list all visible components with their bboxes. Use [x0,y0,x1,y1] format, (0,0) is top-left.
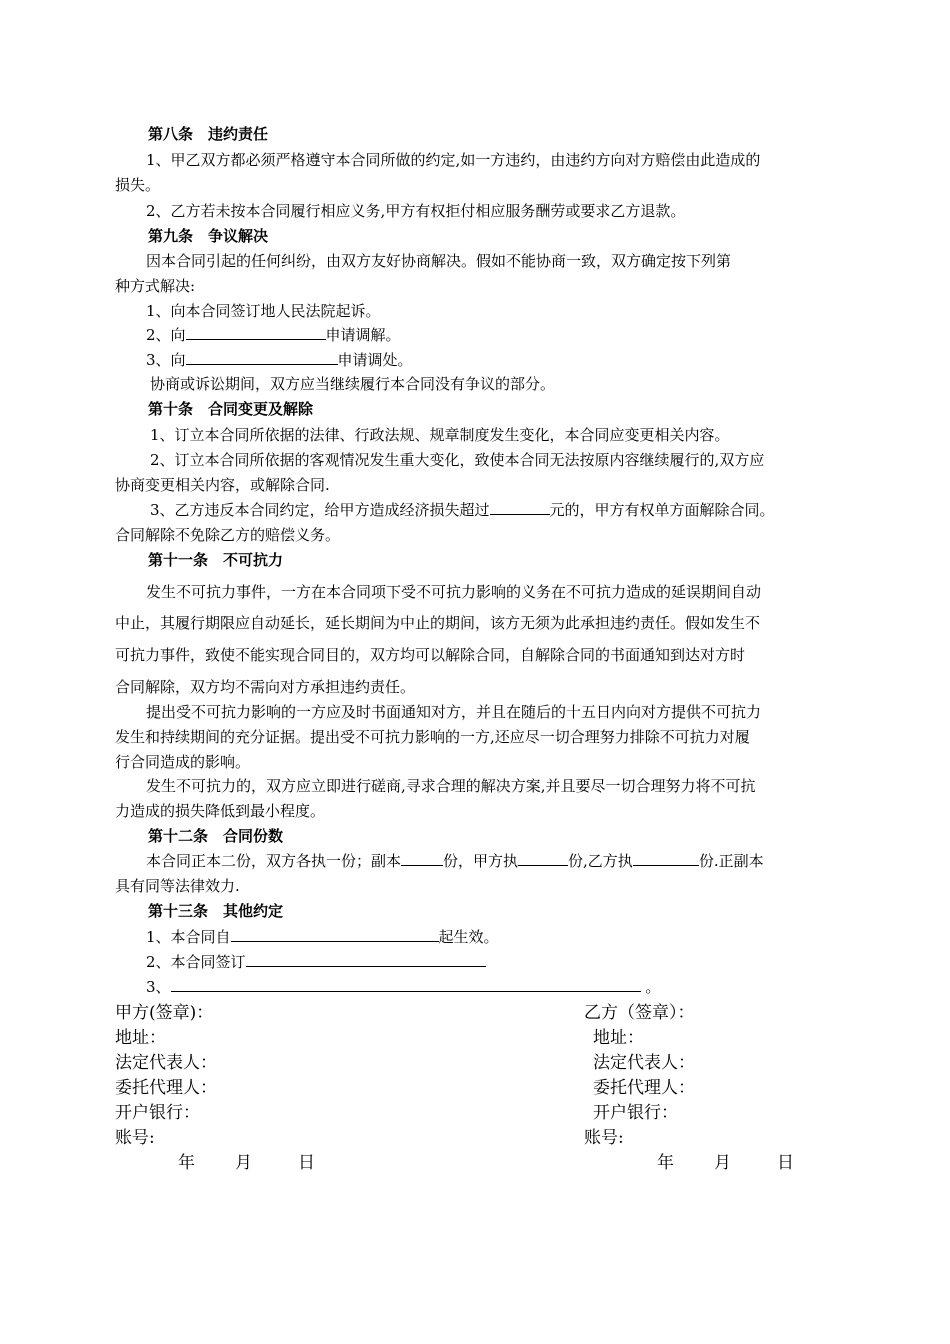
item-3-suffix: 。 [645,978,661,996]
article-10-clause-3 [150,500,775,520]
article-9-option-2 [146,325,401,345]
article-10-clause-1: 1、订立本合同所依据的法律、行政法规、规章制度发生变化，本合同应变更相关内容。 [150,426,730,444]
article-11-para-1-cont: 中止，其履行期限应自动延长，延长期间为中止的期间，该方无须为此承担违约责任。假如发生不 [115,614,761,632]
article-8-title: 第八条 违约责任 [148,125,269,143]
day-label: 日 [298,1153,315,1173]
article-11-para-1-cont3: 合同解除，双方均不需向对方承担违约责任。 [115,678,416,696]
item-2-prefix: 2、本合同签订 [146,953,246,971]
article-11-para-3-cont: 力造成的损失降低到最小程度。 [115,802,326,820]
month-label: 月 [235,1153,252,1173]
article-9-intro: 因本合同引起的任何纠纷，由双方友好协商解决。假如不能协商一致，双方确定按下列第 [146,252,732,270]
article-9-option-1: 1、向本合同签订地人民法院起诉。 [146,302,381,320]
clause-3-suffix: 元的，甲方有权单方面解除合同。 [549,501,775,519]
party-a-agent-label: 委托代理人： [115,1078,217,1098]
party-a-seal-label: 甲方(签章)： [115,1003,214,1023]
article-8-clause-2: 2、乙方若未按本合同履行相应义务,甲方有权拒付相应服务酬劳或要求乙方退款。 [146,202,686,220]
article-13-title: 第十三条 其他约定 [148,902,284,920]
day-label: 日 [777,1153,794,1173]
article-11-para-2-cont2: 行合同造成的影响。 [115,753,251,771]
party-b-legal-rep-label: 法定代表人： [593,1053,695,1073]
party-b-account-label: 账号: [584,1128,624,1148]
loss-amount-blank[interactable] [490,500,550,515]
signing-location-blank[interactable] [246,952,486,967]
party-a-copies-blank[interactable] [518,851,568,866]
article-9-note: 协商或诉讼期间，双方应当继续履行本合同没有争议的部分。 [150,375,556,393]
article-11-title: 第十一条 不可抗力 [148,551,284,569]
article-11-para-3: 发生不可抗力的，双方应立即进行磋商,寻求合理的解决方案,并且要尽一切合理努力将不可抗 [146,777,756,795]
article-12-clause-cont: 具有同等法律效力. [115,877,240,895]
article-11-para-1: 发生不可抗力事件，一方在本合同项下受不可抗力影响的义务在不可抗力造成的延误期间自动 [146,583,762,601]
item-1-prefix: 1、本合同自 [146,928,231,946]
article-10-clause-2-cont: 协商变更相关内容，或解除合同. [115,476,330,494]
article-10-clause-2: 2、订立本合同所依据的客观情况发生重大变化，致使本合同无法按原内容继续履行的,双方应 [150,451,765,469]
item-1-suffix: 起生效。 [438,928,499,946]
article-12-title: 第十二条 合同份数 [148,827,284,845]
party-b-bank-label: 开户银行： [593,1103,678,1123]
arbitration-body-blank[interactable] [186,350,338,365]
article-10-clause-3-cont: 合同解除不免除乙方的赔偿义务。 [115,526,341,544]
party-a-bank-label: 开户银行： [115,1103,200,1123]
party-a-legal-rep-label: 法定代表人： [115,1053,217,1073]
party-b-seal-label: 乙方（签章）： [584,1003,695,1023]
option-3-suffix: 申请调处。 [337,351,413,369]
copies-text-d: 份.正副本 [698,852,764,870]
duplicate-count-blank[interactable] [401,851,443,866]
option-2-suffix: 申请调解。 [325,326,401,344]
party-b-copies-blank[interactable] [633,851,699,866]
article-9-intro-cont: 种方式解决: [115,277,196,295]
copies-text-c: 份,乙方执 [568,852,633,870]
article-8-clause-1-cont: 损失。 [115,176,161,194]
year-label: 年 [657,1153,674,1173]
clause-3-prefix: 3、乙方违反本合同约定，给甲方造成经济损失超过 [150,501,490,519]
article-9-option-3 [146,350,413,370]
party-a-account-label: 账号: [115,1128,155,1148]
article-11-para-1-cont2: 可抗力事件，致使不能实现合同目的，双方均可以解除合同，自解除合同的书面通知到达对方时 [115,646,746,664]
option-2-prefix: 2、向 [146,326,186,344]
article-8-clause-1: 1、甲乙双方都必须严格遵守本合同所做的约定,如一方违约，由违约方向对方赔偿由此造成的 [146,151,761,169]
other-terms-blank[interactable] [171,977,641,992]
effective-date-blank[interactable] [231,927,439,942]
mediation-body-blank[interactable] [186,325,326,340]
party-a-date [178,1152,315,1174]
party-b-agent-label: 委托代理人： [593,1078,695,1098]
article-13-item-1 [146,927,499,947]
article-13-item-2 [146,952,486,972]
article-11-para-2-cont: 发生和持续期间的充分证据。提出受不可抗力影响的一方,还应尽一切合理努力排除不可抗力对履 [115,728,750,746]
article-13-item-3 [146,977,660,997]
copies-text-a: 本合同正本二份，双方各执一份；副本 [146,852,402,870]
party-a-address-label: 地址： [115,1028,166,1048]
article-9-title: 第九条 争议解决 [148,227,269,245]
year-label: 年 [178,1153,195,1173]
month-label: 月 [714,1153,731,1173]
party-b-address-label: 地址： [593,1028,644,1048]
article-10-title: 第十条 合同变更及解除 [148,400,314,418]
party-b-date [657,1152,794,1174]
article-11-para-2: 提出受不可抗力影响的一方应及时书面通知对方，并且在随后的十五日内向对方提供不可抗力 [146,703,762,721]
copies-text-b: 份，甲方执 [443,852,519,870]
item-3-prefix: 3、 [146,978,171,996]
article-12-clause [146,851,764,871]
option-3-prefix: 3、向 [146,351,186,369]
